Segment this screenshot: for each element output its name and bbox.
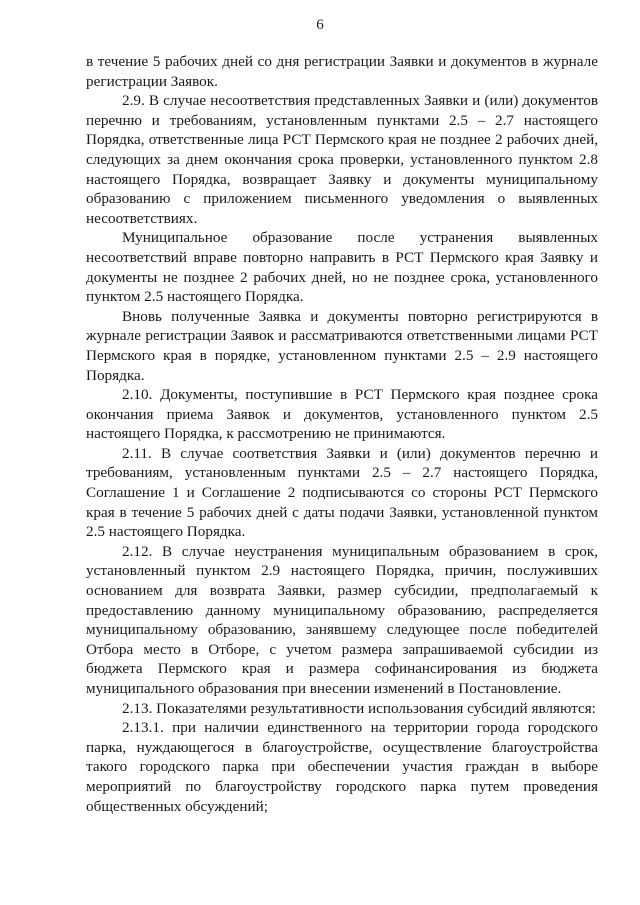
paragraph-resubmission: Муниципальное образование после устранения выявленных несоответствий вправе повторно направить в РСТ Пермского края Заявку и документы не позднее 2 рабочих дней, но не позднее срока, установленного пунктом 2.5 настоящего Порядка. [86, 229, 598, 306]
paragraph-2-12: 2.12. В случае неустранения муниципальным образованием в срок, установленный пунктом 2.9 настоящего Порядка, причин, послуживших основанием для возврата Заявки, размер субсидии, предполагаемый к предоставлению данному муниципальному образованию, распределяется муниципальному образованию, занявшему следующее после победителей Отбора место в Отборе, с учетом размера запрашиваемой субсидии из бюджета Пермского края и размера софинансирования из бюджета муниципального образования при внесении изменений в Постановление. [86, 542, 598, 697]
document-body [86, 52, 598, 816]
paragraph-2-11: 2.11. В случае соответствия Заявки и (или) документов перечню и требованиям, установленным пунктами 2.5 – 2.7 настоящего Порядка, Соглашение 1 и Соглашение 2 подписываются со стороны РСТ Пермского края в течение 5 рабочих дней с даты подачи Заявки, установленной пунктом 2.5 настоящего Порядка. [86, 444, 598, 541]
paragraph-2-9: 2.9. В случае несоответствия представленных Заявки и (или) документов перечню и требованиям, установленным пунктами 2.5 – 2.7 настоящего Порядка, ответственные лица РСТ Пермского края не позднее 2 рабочих дней, следующих за днем окончания срока проверки, установленного пунктом 2.8 настоящего Порядка, возвращает Заявку и документы муниципальному образованию с приложением письменного уведомления о выявленных несоответствиях. [86, 92, 598, 227]
paragraph-2-13: 2.13. Показателями результативности использования субсидий являются: [122, 699, 596, 717]
paragraph-2-10: 2.10. Документы, поступившие в РСТ Пермского края позднее срока окончания приема Заявок и документов, установленного пунктом 2.5 настоящего Порядка, к рассмотрению не принимаются. [86, 386, 598, 443]
paragraph-reregistration: Вновь полученные Заявка и документы повторно регистрируются в журнале регистрации Заявок и рассматриваются ответственными лицами РСТ Пермского края в порядке, установленном пунктами 2.5 – 2.9 настоящего Порядка. [86, 307, 598, 384]
paragraph-2-13-1: 2.13.1. при наличии единственного на территории города городского парка, нуждающегося в благоустройстве, осуществление благоустройства такого городского парка при обеспечении участия граждан в выборе мероприятий по благоустройству городского парка путем проведения общественных обсуждений; [86, 719, 598, 815]
page-number: 6 [316, 17, 324, 33]
paragraph-continuation: в течение 5 рабочих дней со дня регистрации Заявки и документов в журнале регистрации Заявок. [86, 53, 598, 90]
